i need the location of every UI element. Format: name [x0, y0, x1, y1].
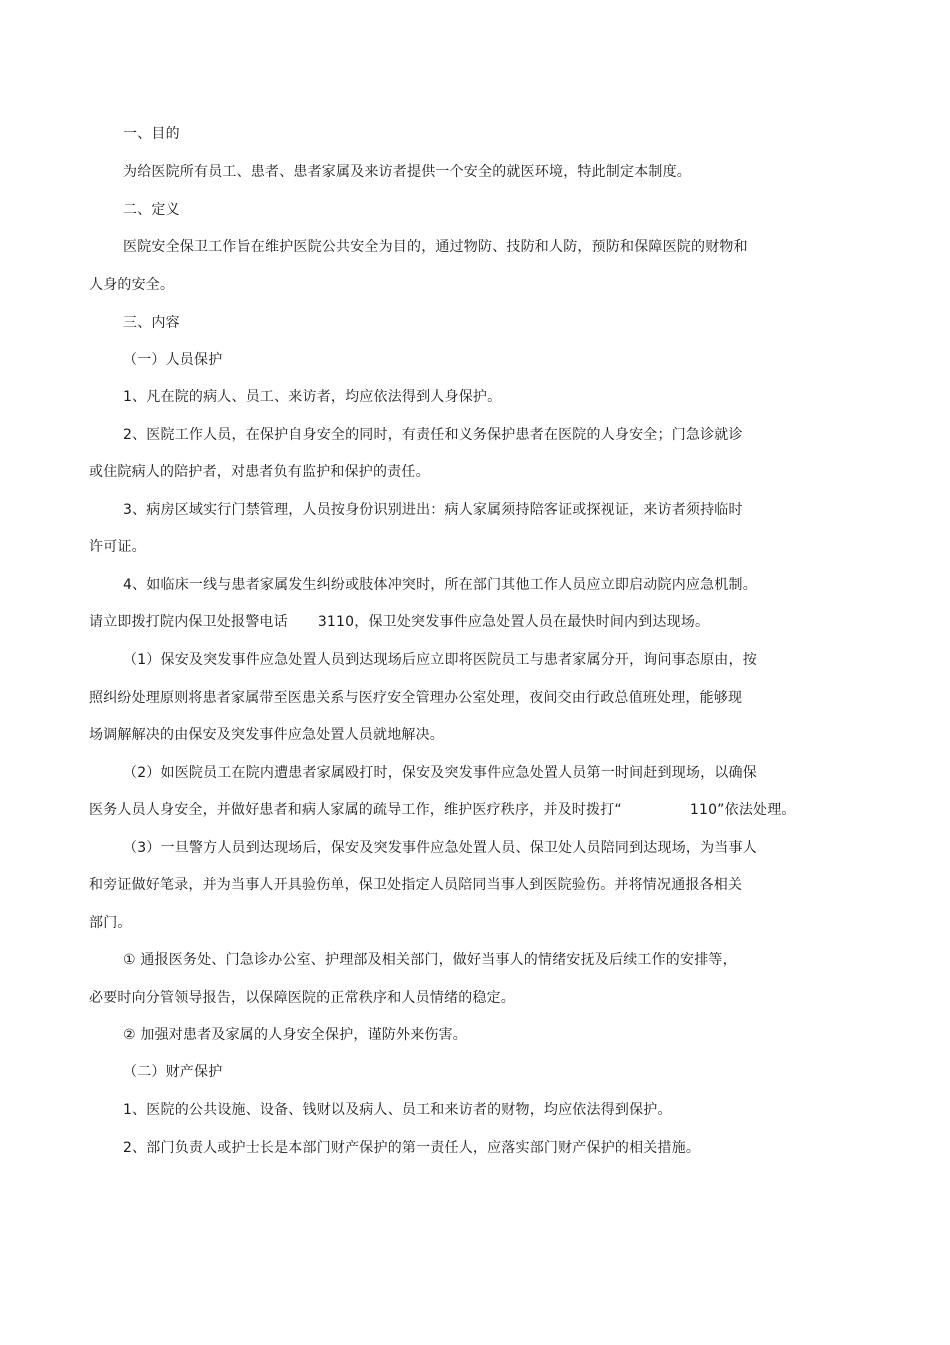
- personnel-item-4-line-2: [89, 612, 709, 632]
- personnel-item-2-line-1: 2、医院工作人员，在保护自身安全的同时，有责任和义务保护患者在医院的人身安全；门急诊就诊: [123, 427, 743, 443]
- circled-item-1-line-1: ① 通报医务处、门急诊办公室、护理部及相关部门，做好当事人的情绪安抚及后续工作的安排等，: [123, 952, 737, 968]
- subitem-3-line-1: （3）一旦警方人员到达现场后，保安及突发事件应急处置人员、保卫处人员陪同到达现场，为当事人: [123, 840, 757, 856]
- property-item-2: 2、部门负责人或护士长是本部门财产保护的第一责任人，应落实部门财产保护的相关措施。: [123, 1140, 701, 1156]
- purpose-paragraph: 为给医院所有员工、患者、患者家属及来访者提供一个安全的就医环境，特此制定本制度。: [123, 164, 691, 180]
- section-heading-content: 三、内容: [123, 315, 180, 331]
- circled-item-2: ② 加强对患者及家属的人身安全保护，谨防外来伤害。: [123, 1027, 467, 1043]
- section-heading-definition: 二、定义: [123, 202, 180, 218]
- personnel-item-1: 1、凡在院的病人、员工、来访者，均应依法得到人身保护。: [123, 389, 502, 405]
- personnel-item-4-line-1: 4、如临床一线与患者家属发生纠纷或肢体冲突时，所在部门其他工作人员应立即启动院内应急机制。: [123, 577, 757, 593]
- subsection-heading-personnel-protection: （一）人员保护: [123, 352, 223, 368]
- definition-paragraph-line-1: 医院安全保卫工作旨在维护医院公共安全为目的，通过物防、技防和人防，预防和保障医院的财物和: [123, 239, 748, 255]
- property-item-1: 1、医院的公共设施、设备、钱财以及病人、员工和来访者的财物，均应依法得到保护。: [123, 1102, 672, 1118]
- personnel-item-2-line-2: 或住院病人的陪护者，对患者负有监护和保护的责任。: [89, 464, 430, 480]
- subitem-1-line-1: （1）保安及突发事件应急处置人员到达现场后应立即将医院员工与患者家属分开，询问事态原由，按: [123, 652, 757, 668]
- subitem-3-line-2: 和旁证做好笔录，并为当事人开具验伤单，保卫处指定人员陪同当事人到医院验伤。并将情况通报各相关: [89, 877, 743, 893]
- section-heading-purpose: 一、目的: [123, 126, 180, 142]
- subitem-3-line-3: 部门。: [89, 915, 132, 931]
- personnel-item-3-line-1: 3、病房区域实行门禁管理，人员按身份识别进出：病人家属须持陪客证或探视证，来访者须持临时: [123, 502, 743, 518]
- definition-paragraph-line-2: 人身的安全。: [89, 277, 175, 293]
- subitem-2-line-2: [89, 800, 796, 820]
- personnel-item-3-line-2: 许可证。: [89, 539, 146, 555]
- subitem-1-line-3: 场调解解决的由保安及突发事件应急处置人员就地解决。: [89, 727, 444, 743]
- subitem-2-line-2-part-2: 110”依法处理。: [689, 802, 796, 818]
- subitem-2-line-1: （2）如医院员工在院内遭患者家属殴打时，保安及突发事件应急处置人员第一时间赶到现场，以确保: [123, 765, 757, 781]
- subsection-heading-property-protection: （二）财产保护: [123, 1064, 223, 1080]
- personnel-item-4-line-2-part-1: 请立即拨打院内保卫处报警电话: [89, 614, 288, 630]
- circled-item-1-line-2: 必要时向分管领导报告，以保障医院的正常秩序和人员情绪的稳定。: [89, 990, 515, 1006]
- personnel-item-4-line-2-part-2: 3110，保卫处突发事件应急处置人员在最快时间内到达现场。: [317, 614, 710, 630]
- subitem-1-line-2: 照纠纷处理原则将患者家属带至医患关系与医疗安全管理办公室处理，夜间交由行政总值班处理，能够现: [89, 690, 743, 706]
- subitem-2-line-2-part-1: 医务人员人身安全，并做好患者和病人家属的疏导工作，维护医疗秩序，并及时拨打“: [89, 802, 622, 818]
